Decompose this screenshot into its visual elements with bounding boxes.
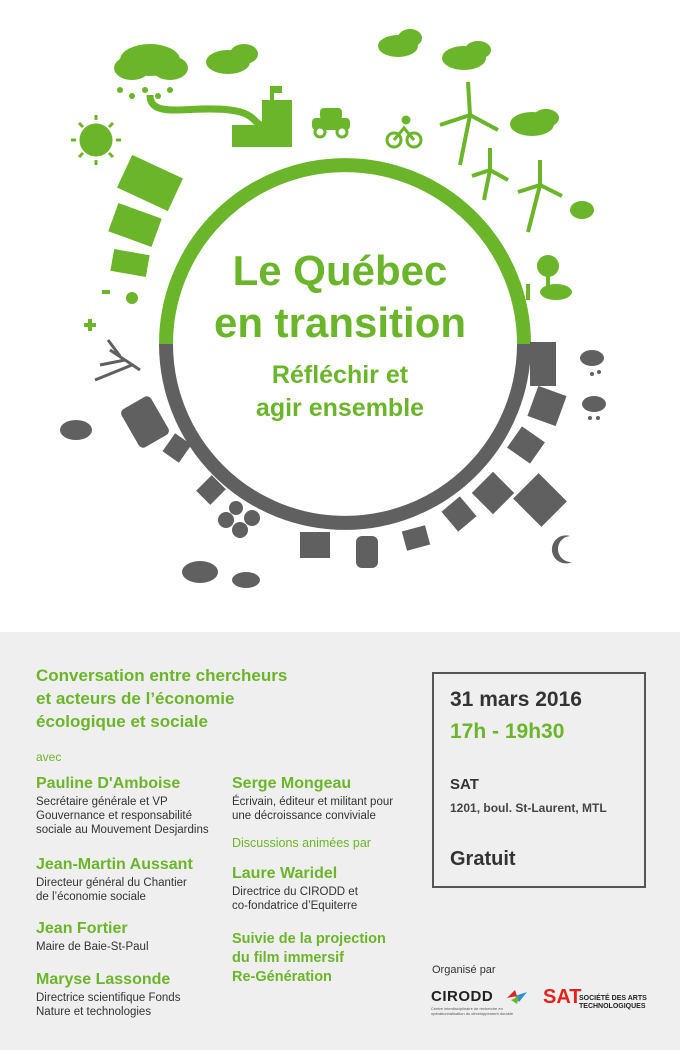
rain-cloud-icon — [114, 44, 188, 99]
moderator-role-line: co-fondatrice d’Equiterre — [232, 900, 358, 912]
moderator-name: Laure Waridel — [232, 865, 338, 882]
speaker-maryse — [36, 970, 226, 1019]
moderator-role — [232, 885, 422, 913]
factory-icon — [232, 86, 292, 147]
projection-line: Suivie de la projection — [232, 931, 386, 947]
subtitle-line2: agir ensemble — [255, 394, 425, 422]
projection-line: du film immersif — [232, 950, 344, 966]
intro-line: écologique et sociale — [36, 712, 208, 731]
cirodd-bird-icon — [507, 990, 527, 1004]
cloud-icon — [570, 201, 594, 219]
speaker-role-line: Maire de Baie-St-Paul — [36, 941, 149, 953]
speaker-role-line: une décroissance conviviale — [232, 810, 376, 822]
hero-title-block — [170, 245, 510, 425]
projection-line: Re-Génération — [232, 969, 332, 985]
intro-heading — [36, 664, 366, 733]
speaker-name: Maryse Lassonde — [36, 971, 171, 988]
speaker-role-line: Gouvernance et responsabilité — [36, 810, 192, 822]
water-stream-icon — [150, 95, 270, 128]
projection-note — [232, 930, 422, 987]
sat-logo-text: SOCIÉTÉ DES ARTS TECHNOLOGIQUES — [579, 995, 647, 1010]
subtitle-line1: Réfléchir et — [271, 361, 409, 389]
page-title-line2: en transition — [213, 299, 467, 346]
cloud-icon — [442, 41, 491, 70]
event-price: Gratuit — [450, 848, 516, 870]
speaker-role — [36, 991, 226, 1019]
moderator-role-line: Directrice du CIRODD et — [232, 886, 358, 898]
cloud-icon — [60, 420, 92, 440]
moderator-label: Discussions animées par — [232, 836, 371, 850]
event-details-box — [432, 672, 646, 888]
intro-line: Conversation entre chercheurs — [36, 666, 288, 685]
speaker-jean-fortier — [36, 919, 226, 954]
event-time: 17h - 19h30 — [450, 720, 565, 743]
speaker-pauline — [36, 774, 226, 837]
speaker-role — [232, 795, 422, 823]
cloud-icon — [580, 350, 604, 376]
cloud-icon — [510, 109, 559, 136]
cloud-icon — [582, 396, 606, 420]
avec-label: avec — [36, 750, 62, 764]
dead-tree-icon — [95, 340, 140, 380]
cirodd-logo — [431, 988, 531, 1018]
speaker-name: Jean-Martin Aussant — [36, 856, 193, 873]
speaker-jean-martin — [36, 855, 226, 904]
sun-icon — [71, 115, 121, 165]
speaker-role-line: Nature et technologies — [36, 1006, 152, 1018]
speaker-serge — [232, 774, 422, 823]
organizers-label: Organisé par — [432, 964, 496, 976]
speaker-role-line: de l’économie sociale — [36, 891, 146, 903]
plant-icon — [126, 292, 138, 304]
cloud-icon — [206, 44, 258, 74]
speaker-name: Jean Fortier — [36, 920, 128, 937]
bicycle-icon — [387, 117, 421, 147]
speaker-role-line: Directeur général du Chantier — [36, 877, 187, 889]
event-date: 31 mars 2016 — [450, 688, 582, 711]
speaker-name: Pauline D'Amboise — [36, 775, 181, 792]
speaker-role-line: Directrice scientifique Fonds — [36, 992, 181, 1004]
recycling-icon — [218, 501, 260, 538]
sat-logo-mark: SAT — [543, 986, 582, 1008]
speaker-role-line: Secrétaire générale et VP — [36, 796, 168, 808]
moderator-laure — [232, 864, 422, 913]
speaker-role — [36, 795, 226, 837]
event-address: 1201, boul. St-Laurent, MTL — [450, 801, 607, 815]
page-title-line1: Le Québec — [232, 247, 448, 294]
cirodd-logo-subtitle: Centre interdisciplinaire de recherche en opérationnalisation du développement durable — [431, 1006, 514, 1016]
tree-icon — [526, 255, 572, 300]
cloud-icon — [232, 572, 260, 588]
speaker-role — [36, 876, 226, 904]
speaker-name: Serge Mongeau — [232, 775, 352, 792]
intro-line: et acteurs de l’économie — [36, 689, 235, 708]
cloud-icon — [378, 29, 422, 57]
cloud-icon — [182, 561, 218, 583]
electric-car-icon — [312, 108, 350, 137]
cirodd-logo-name: CIRODD — [431, 988, 494, 1005]
speaker-role — [36, 940, 226, 954]
event-venue: SAT — [450, 776, 479, 793]
moon-icon — [552, 535, 572, 563]
sat-logo — [543, 986, 653, 1020]
speaker-role-line: sociale au Mouvement Desjardins — [36, 824, 209, 836]
speaker-role-line: Écrivain, éditeur et militant pour — [232, 796, 394, 808]
bus-icon — [119, 394, 170, 449]
